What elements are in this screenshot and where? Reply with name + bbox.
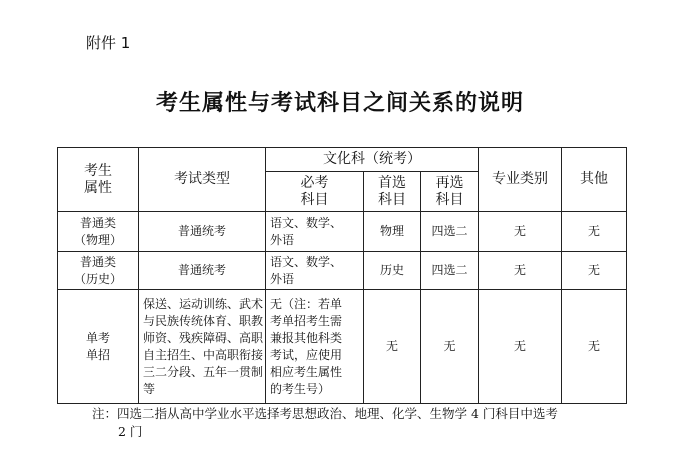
row-first-choice: 历史 xyxy=(364,252,421,290)
row-exam-type-line: 师资、残疾障碍、高职 xyxy=(143,330,264,345)
row-exam-type-line: 自主招生、中高职衔接 xyxy=(143,347,264,362)
row-major-category: 无 xyxy=(479,290,562,404)
row-required-line: 语文、数学、 xyxy=(270,254,343,269)
row-other: 无 xyxy=(562,212,627,252)
row-major-category: 无 xyxy=(479,252,562,290)
header-re-choice-line: 再选 xyxy=(435,174,464,191)
header-re-choice xyxy=(421,172,479,212)
row-re-choice: 四选二 xyxy=(421,212,479,252)
row-first-choice: 无 xyxy=(364,290,421,404)
row-re-choice: 四选二 xyxy=(421,252,479,290)
header-other: 其他 xyxy=(562,148,627,212)
header-major-category: 专业类别 xyxy=(479,148,562,212)
table-note xyxy=(92,405,632,441)
row-exam-type: 普通统考 xyxy=(139,252,266,290)
row-required-line: 外语 xyxy=(270,232,295,247)
header-required-line: 必考 xyxy=(300,174,329,191)
row-attribute-line: 普通类 xyxy=(79,215,116,230)
subject-relation-table xyxy=(57,147,627,404)
row-required xyxy=(266,290,364,404)
row-attribute-line: （历史） xyxy=(73,271,122,286)
row-exam-type: 普通统考 xyxy=(139,212,266,252)
table-row xyxy=(58,290,627,404)
row-other: 无 xyxy=(562,290,627,404)
row-attribute-line: 单招 xyxy=(85,347,110,362)
row-required-line: 语文、数学、 xyxy=(270,215,343,230)
row-re-choice: 无 xyxy=(421,290,479,404)
row-required-line: 无（注：若单 xyxy=(270,296,343,311)
row-exam-type-line: 等 xyxy=(143,381,156,396)
row-attribute-line: 单考 xyxy=(85,330,110,345)
row-attribute xyxy=(58,212,139,252)
header-first-choice-line: 科目 xyxy=(378,191,406,208)
row-attribute xyxy=(58,252,139,290)
header-row-1 xyxy=(58,148,627,172)
row-required xyxy=(266,212,364,252)
note-line: 注：四选二指从高中学业水平选择考思想政治、地理、化学、生物学 4 门科目中选考 xyxy=(92,406,558,421)
row-required-line: 兼报其他科类 xyxy=(270,330,343,345)
row-required-line: 考单招考生需 xyxy=(270,313,343,328)
row-attribute xyxy=(58,290,139,404)
row-major-category: 无 xyxy=(479,212,562,252)
row-required-line: 相应考生属性 xyxy=(270,364,343,379)
row-exam-type-line: 三二分段、五年一贯制 xyxy=(143,364,264,379)
row-required-line: 外语 xyxy=(270,271,295,286)
header-required-line: 科目 xyxy=(300,191,329,208)
row-required xyxy=(266,252,364,290)
header-exam-type: 考试类型 xyxy=(139,148,266,212)
row-exam-type xyxy=(139,290,266,404)
attachment-label: 附件 1 xyxy=(86,34,131,52)
header-culture-group: 文化科（统考） xyxy=(266,148,479,172)
header-attribute xyxy=(58,148,139,212)
header-attribute-line: 属性 xyxy=(84,179,112,196)
header-required xyxy=(266,172,364,212)
header-first-choice-line: 首选 xyxy=(378,174,406,191)
row-exam-type-line: 保送、运动训练、武术 xyxy=(143,296,264,311)
page-title: 考生属性与考试科目之间关系的说明 xyxy=(155,91,524,116)
note-line: 2 门 xyxy=(118,424,143,439)
row-required-line: 的考生号） xyxy=(270,381,331,396)
row-first-choice: 物理 xyxy=(364,212,421,252)
row-attribute-line: （物理） xyxy=(73,232,122,247)
row-exam-type-line: 与民族传统体育、职教 xyxy=(143,313,264,328)
row-attribute-line: 普通类 xyxy=(79,254,116,269)
header-re-choice-line: 科目 xyxy=(435,191,464,208)
header-first-choice xyxy=(364,172,421,212)
header-attribute-line: 考生 xyxy=(84,162,112,179)
row-other: 无 xyxy=(562,252,627,290)
row-required-line: 考试，应使用 xyxy=(270,347,343,362)
table-row xyxy=(58,212,627,252)
table-row xyxy=(58,252,627,290)
